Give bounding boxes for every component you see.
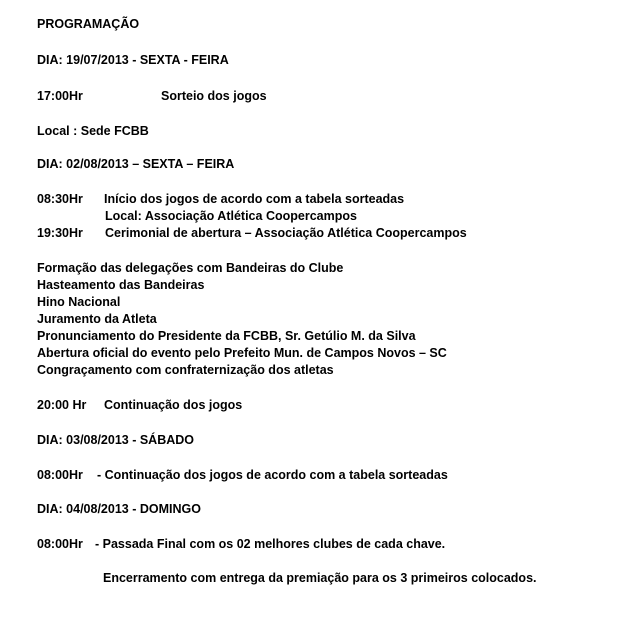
closing-note: Encerramento com entrega da premiação para os 3 primeiros colocados.	[103, 571, 537, 585]
day1-location: Local : Sede FCBB	[37, 124, 149, 138]
day4-text: - Passada Final com os 02 melhores clubes de cada chave.	[95, 537, 446, 551]
ceremony-item: Juramento da Atleta	[37, 312, 157, 326]
day2-item3-text: Continuação dos jogos	[104, 398, 243, 412]
day4-time: 08:00Hr	[37, 537, 83, 551]
ceremony-item: Abertura oficial do evento pelo Prefeito Mun. de Campos Novos – SC	[37, 346, 447, 360]
day1-schedule-row	[37, 89, 267, 103]
day2-item3-row	[37, 398, 242, 412]
day1-time: 17:00Hr	[37, 89, 83, 103]
day1-activity: Sorteio dos jogos	[161, 89, 267, 103]
ceremony-item: Formação das delegações com Bandeiras do Clube	[37, 261, 344, 275]
day2-item2-time: 19:30Hr	[37, 226, 83, 240]
day2-item1-location: Local: Associação Atlética Coopercampos	[105, 209, 357, 223]
day3-text: - Continuação dos jogos de acordo com a tabela sorteadas	[97, 468, 448, 482]
document-title: PROGRAMAÇÃO	[37, 17, 140, 31]
day2-item1-row	[37, 192, 404, 206]
day4-schedule-row	[37, 537, 445, 551]
day2-item3-time: 20:00 Hr	[37, 398, 87, 412]
day1-heading: DIA: 19/07/2013 - SEXTA - FEIRA	[37, 53, 229, 67]
day4-heading: DIA: 04/08/2013 - DOMINGO	[37, 502, 201, 516]
day2-item2-row	[37, 226, 467, 240]
day2-heading: DIA: 02/08/2013 – SEXTA – FEIRA	[37, 157, 235, 171]
ceremony-item: Congraçamento com confraternização dos atletas	[37, 363, 334, 377]
day2-item1-text: Início dos jogos de acordo com a tabela sorteadas	[104, 192, 405, 206]
day3-heading: DIA: 03/08/2013 - SÁBADO	[37, 433, 195, 447]
ceremony-item: Hino Nacional	[37, 295, 121, 309]
day2-item1-time: 08:30Hr	[37, 192, 83, 206]
day3-schedule-row	[37, 468, 448, 482]
day3-time: 08:00Hr	[37, 468, 83, 482]
ceremony-item: Hasteamento das Bandeiras	[37, 278, 205, 292]
ceremony-item: Pronunciamento do Presidente da FCBB, Sr. Getúlio M. da Silva	[37, 329, 416, 343]
day2-item2-text: Cerimonial de abertura – Associação Atlética Coopercampos	[105, 226, 467, 240]
